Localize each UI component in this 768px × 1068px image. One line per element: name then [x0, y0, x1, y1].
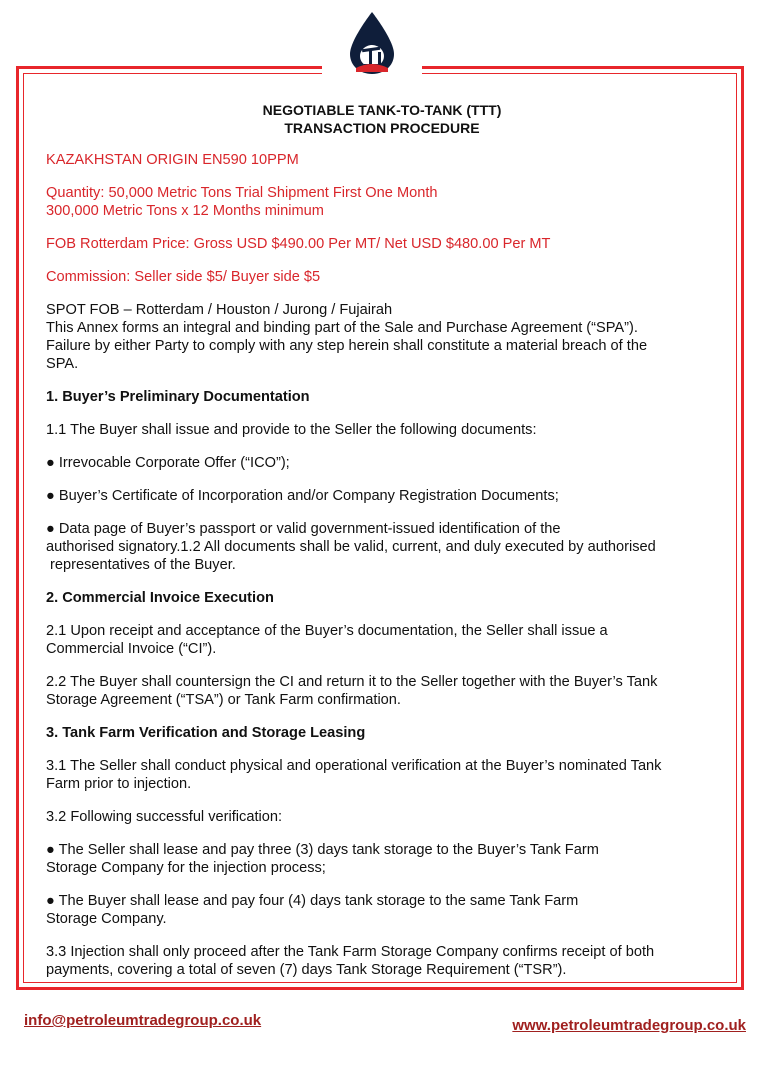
- document-title: [46, 101, 718, 137]
- ports-line: SPOT FOB – Rotterdam / Houston / Jurong / Fujairah: [46, 302, 393, 318]
- commission-line: Commission: Seller side $5/ Buyer side $5: [46, 269, 321, 285]
- bullet-passport: [46, 520, 718, 574]
- oil-drop-derrick-icon: [346, 10, 398, 76]
- clause-2-2: [46, 673, 718, 709]
- quantity-line-2: 300,000 Metric Tons x 12 Months minimum: [46, 203, 324, 219]
- bullet-seller-lease-line-2: Storage Company for the injection process;: [46, 860, 326, 876]
- bullet-passport-line-1: ● Data page of Buyer’s passport or valid government-issued identification of the: [46, 521, 561, 537]
- clause-3-3-line-2: payments, covering a total of seven (7) days Tank Storage Requirement (“TSR”).: [46, 962, 567, 978]
- title-line-2: TRANSACTION PROCEDURE: [284, 120, 480, 136]
- intro-block: [46, 301, 718, 373]
- clause-3-1-line-1: 3.1 The Seller shall conduct physical and operational verification at the Buyer’s nominated Tank: [46, 758, 662, 774]
- quantity-block: [46, 184, 718, 220]
- clause-3-1: [46, 757, 718, 793]
- footer-website-link[interactable]: www.petroleumtradegroup.co.uk: [512, 1017, 746, 1034]
- document-body: [46, 101, 718, 979]
- annex-line-2: Failure by either Party to comply with any step herein shall constitute a material breach of the: [46, 338, 648, 354]
- bullet-buyer-lease-line-2: Storage Company.: [46, 911, 167, 927]
- clause-2-2-line-1: 2.2 The Buyer shall countersign the CI and return it to the Seller together with the Buyer’s Tank: [46, 674, 658, 690]
- bullet-passport-line-3: representatives of the Buyer.: [46, 557, 236, 573]
- title-line-1: NEGOTIABLE TANK-TO-TANK (TTT): [262, 102, 502, 118]
- clause-3-3: [46, 943, 718, 979]
- bullet-seller-lease: [46, 841, 718, 877]
- clause-2-2-line-2: Storage Agreement (“TSA”) or Tank Farm confirmation.: [46, 692, 401, 708]
- section-2-heading: 2. Commercial Invoice Execution: [46, 590, 274, 606]
- bullet-passport-line-2: authorised signatory.1.2 All documents shall be valid, current, and duly executed by authorised: [46, 539, 656, 555]
- section-3-heading: 3. Tank Farm Verification and Storage Leasing: [46, 725, 366, 741]
- clause-2-1: [46, 622, 718, 658]
- product-line: KAZAKHSTAN ORIGIN EN590 10PPM: [46, 152, 299, 168]
- annex-line-3: SPA.: [46, 356, 79, 372]
- bullet-buyer-lease-line-1: ● The Buyer shall lease and pay four (4) days tank storage to the same Tank Farm: [46, 893, 579, 909]
- bullet-seller-lease-line-1: ● The Seller shall lease and pay three (3) days tank storage to the Buyer’s Tank Farm: [46, 842, 599, 858]
- footer-email-link[interactable]: info@petroleumtradegroup.co.uk: [24, 1012, 262, 1029]
- price-line: FOB Rotterdam Price: Gross USD $490.00 Per MT/ Net USD $480.00 Per MT: [46, 236, 551, 252]
- clause-2-1-line-2: Commercial Invoice (“CI”).: [46, 641, 217, 657]
- clause-1-1: 1.1 The Buyer shall issue and provide to the Seller the following documents:: [46, 422, 537, 438]
- bullet-incorporation: ● Buyer’s Certificate of Incorporation and/or Company Registration Documents;: [46, 488, 559, 504]
- annex-line-1: This Annex forms an integral and binding part of the Sale and Purchase Agreement (“SPA”).: [46, 320, 638, 336]
- bullet-ico: ● Irrevocable Corporate Offer (“ICO”);: [46, 455, 290, 471]
- clause-3-2: 3.2 Following successful verification:: [46, 809, 283, 825]
- clause-2-1-line-1: 2.1 Upon receipt and acceptance of the Buyer’s documentation, the Seller shall issue a: [46, 623, 608, 639]
- section-1-heading: 1. Buyer’s Preliminary Documentation: [46, 389, 310, 405]
- clause-3-1-line-2: Farm prior to injection.: [46, 776, 192, 792]
- bullet-buyer-lease: [46, 892, 718, 928]
- quantity-line-1: Quantity: 50,000 Metric Tons Trial Shipment First One Month: [46, 185, 438, 201]
- clause-3-3-line-1: 3.3 Injection shall only proceed after the Tank Farm Storage Company confirms receipt of both: [46, 944, 655, 960]
